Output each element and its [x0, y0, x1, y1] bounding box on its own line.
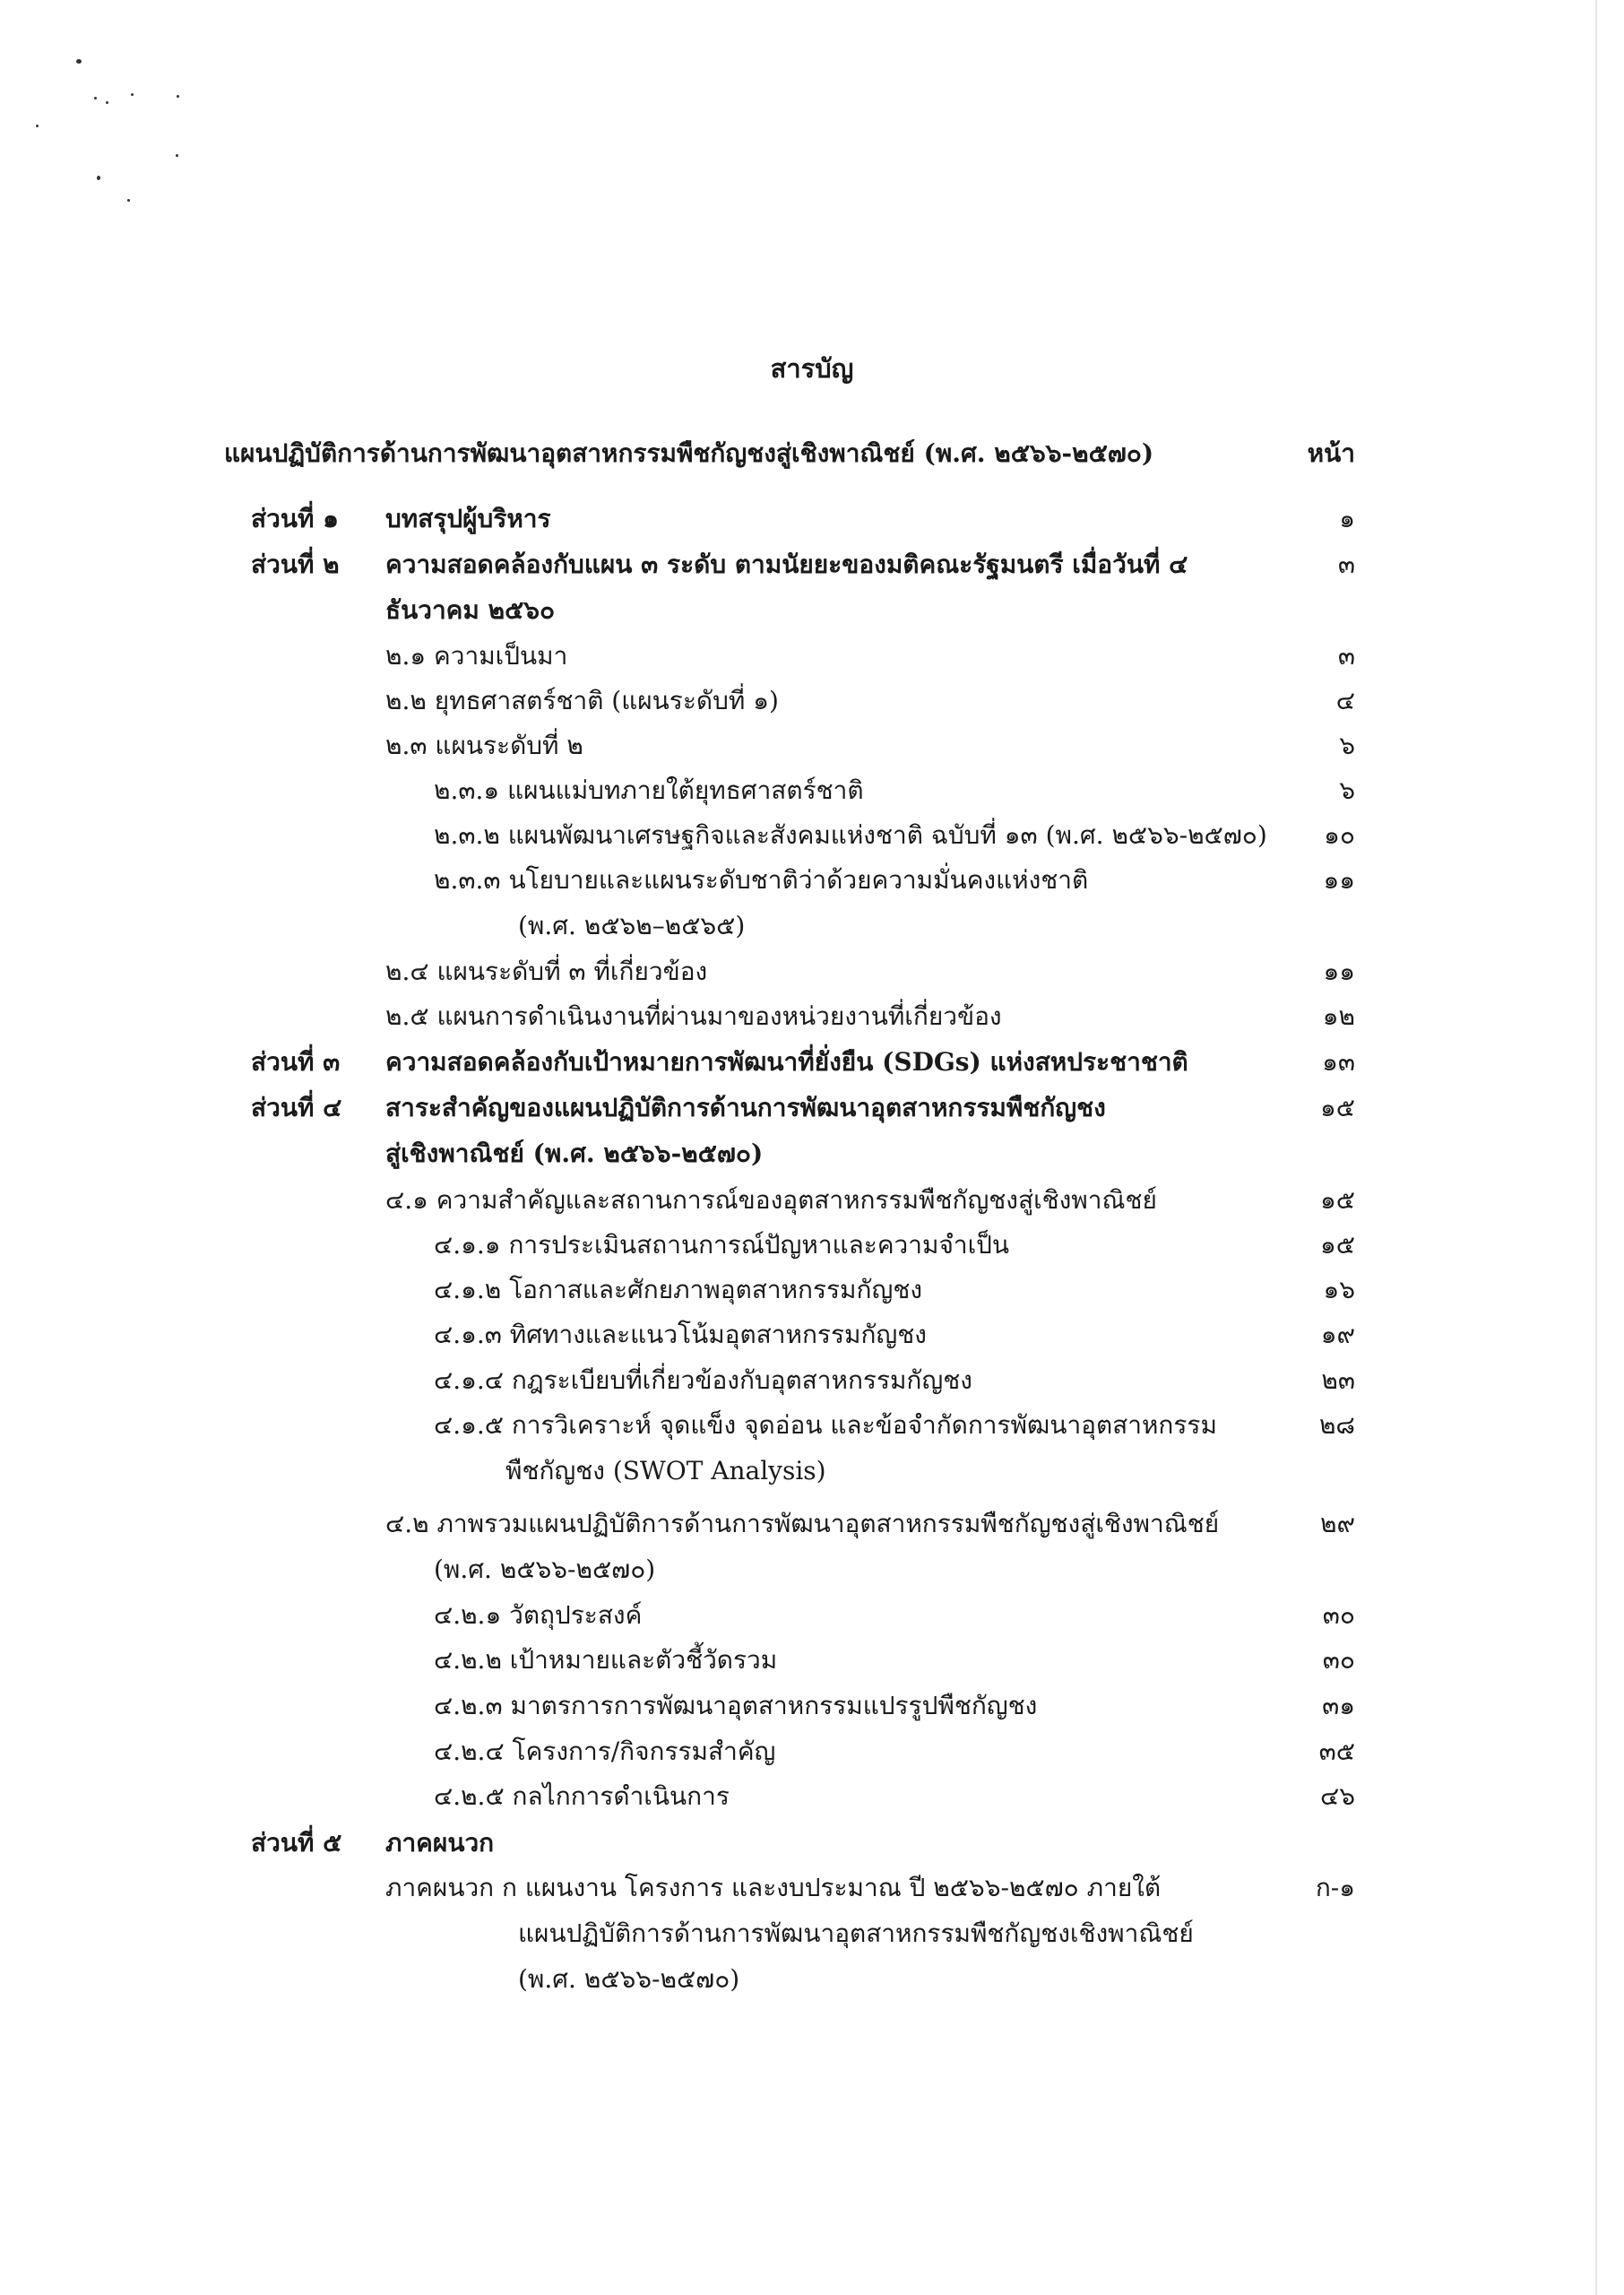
entry-text: ภาคผนวก: [385, 1828, 495, 1858]
entry-text: ๒.๓.๒ แผนพัฒนาเศรษฐกิจและสังคมแห่งชาติ ฉบับที่ ๑๓ (พ.ศ. ๒๕๖๖-๒๕๗๐): [434, 820, 1267, 850]
scan-speck: [94, 97, 97, 100]
toc-row: [0, 767, 1624, 814]
page-number: ๑๕: [1320, 1185, 1355, 1215]
page-number: ๓๐: [1322, 1600, 1355, 1630]
page-number: ๔๖: [1320, 1781, 1355, 1811]
page-number: ๑๐: [1324, 820, 1355, 850]
page-number: ๒๓: [1321, 1365, 1355, 1395]
toc-header: [0, 430, 1624, 477]
entry-text: ๔.๑.๔ กฎระเบียบที่เกี่ยวข้องกับอุตสาหกรรมกัญชง: [434, 1365, 972, 1395]
scan-speck: [131, 93, 134, 96]
scan-speck: [76, 59, 82, 64]
entry-text: ๔.๑.๑ การประเมินสถานการณ์ปัญหาและความจำเป็น: [434, 1230, 1010, 1260]
toc-row: [0, 1546, 1624, 1593]
entry-text: ๔.๑.๕ การวิเคราะห์ จุดแข็ง จุดอ่อน และข้อจำกัดการพัฒนาอุตสาหกรรม: [434, 1410, 1217, 1440]
entry-text: ๔.๑.๒ โอกาสและศักยภาพอุตสาหกรรมกัญชง: [434, 1275, 923, 1304]
toc-row: [0, 678, 1624, 724]
toc-row: [0, 993, 1624, 1040]
entry-text: ๔.๒ ภาพรวมแผนปฏิบัติการด้านการพัฒนาอุตสาหกรรมพืชกัญชงสู่เชิงพาณิชย์: [385, 1509, 1220, 1538]
page-number: ๒๘: [1318, 1410, 1355, 1440]
page-title: สารบัญ: [770, 353, 854, 384]
scan-speck: [127, 199, 130, 202]
toc-row: [0, 1267, 1624, 1313]
toc-row: [0, 1402, 1624, 1449]
page-number: ๑๑: [1323, 865, 1355, 895]
scan-speck: [36, 125, 39, 127]
entry-text: สาระสำคัญของแผนปฏิบัติการด้านการพัฒนาอุตสาหกรรมพืชกัญชง: [385, 1093, 1106, 1122]
entry-text: ความสอดคล้องกับเป้าหมายการพัฒนาที่ยั่งยืน (SDGs) แห่งสหประชาชาติ: [385, 1047, 1188, 1077]
scan-speck: [177, 95, 179, 98]
entry-text: บทสรุปผู้บริหาร: [385, 504, 551, 533]
toc-row: [0, 1085, 1624, 1131]
entry-text: พืชกัญชง (SWOT Analysis): [505, 1456, 826, 1485]
entry-text: ธันวาคม ๒๕๖๐: [385, 595, 556, 625]
entry-text: ๒.๓.๓ นโยบายและแผนระดับชาติว่าด้วยความมั่นคงแห่งชาติ: [434, 865, 1089, 895]
page-number: ๒๙: [1320, 1509, 1355, 1538]
page-number: ก-๑: [1315, 1873, 1355, 1902]
scan-speck: [97, 176, 100, 180]
entry-text: ๔.๒.๓ มาตรการการพัฒนาอุตสาหกรรมแปรรูปพืชกัญชง: [434, 1691, 1038, 1720]
toc-row: [0, 541, 1624, 588]
entry-text: ๔.๒.๔ โครงการ/กิจกรรมสำคัญ: [434, 1736, 776, 1766]
page-number: ๑๒: [1322, 1001, 1355, 1031]
toc-row: [0, 1039, 1624, 1086]
entry-text: ๒.๒ ยุทธศาสตร์ชาติ (แผนระดับที่ ๑): [385, 686, 779, 715]
section-label: ส่วนที่ ๑: [251, 504, 339, 533]
entry-text: ๒.๓ แผนระดับที่ ๒: [385, 731, 583, 760]
entry-text: ภาคผนวก ก แผนงาน โครงการ และงบประมาณ ปี ๒๕๖๖-๒๕๗๐ ภายใต้: [385, 1873, 1162, 1902]
toc-row: [0, 1820, 1624, 1866]
toc-row: [0, 1865, 1624, 1911]
toc-row: [0, 1637, 1624, 1684]
page-number: ๑๕: [1320, 1093, 1355, 1122]
entry-text: ๒.๑ ความเป็นมา: [385, 641, 568, 671]
page-number: ๑๓: [1322, 1047, 1355, 1077]
page-number: ๓๐: [1322, 1645, 1355, 1675]
entry-text: ความสอดคล้องกับแผน ๓ ระดับ ตามนัยยะของมติคณะรัฐมนตรี เมื่อวันที่ ๔: [385, 550, 1188, 579]
entry-text: ๒.๓.๑ แผนแม่บทภายใต้ยุทธศาสตร์ชาติ: [434, 775, 864, 805]
section-label: ส่วนที่ ๒: [251, 550, 340, 579]
toc-row: [0, 496, 1624, 542]
section-label: ส่วนที่ ๓: [251, 1047, 341, 1077]
toc-row: [0, 633, 1624, 680]
toc-row: [0, 948, 1624, 995]
page-number: ๑๕: [1320, 1230, 1355, 1260]
toc-row: [0, 857, 1624, 904]
toc-row: [0, 1130, 1624, 1177]
toc-row: [0, 1773, 1624, 1820]
toc-row: [0, 723, 1624, 769]
toc-row: [0, 1956, 1624, 2003]
page-number: ๔: [1335, 686, 1355, 715]
page-number: ๖: [1339, 731, 1355, 760]
toc-row: [0, 1728, 1624, 1775]
entry-text: ๔.๑ ความสำคัญและสถานการณ์ของอุตสาหกรรมพืชกัญชงสู่เชิงพาณิชย์: [385, 1185, 1157, 1215]
entry-text: ๔.๒.๑ วัตถุประสงค์: [434, 1600, 643, 1630]
page-number: ๓: [1337, 550, 1355, 579]
toc-row: [0, 1448, 1624, 1494]
entry-text: แผนปฏิบัติการด้านการพัฒนาอุตสาหกรรมพืชกัญชงเชิงพาณิชย์: [518, 1918, 1194, 1948]
scan-speck: [106, 101, 108, 104]
entry-text: ๔.๒.๕ กลไกการดำเนินการ: [434, 1781, 730, 1811]
toc-row: [0, 1592, 1624, 1639]
page-column-label: หน้า: [1307, 438, 1355, 468]
page-number: ๑๙: [1320, 1320, 1355, 1349]
toc-row: [0, 1910, 1624, 1957]
entry-text: สู่เชิงพาณิชย์ (พ.ศ. ๒๕๖๖-๒๕๗๐): [385, 1139, 764, 1168]
section-label: ส่วนที่ ๕: [251, 1828, 342, 1858]
entry-text: (พ.ศ. ๒๕๖๒–๒๕๖๕): [518, 911, 746, 940]
toc-header-text: แผนปฏิบัติการด้านการพัฒนาอุตสาหกรรมพืชกัญชงสู่เชิงพาณิชย์ (พ.ศ. ๒๕๖๖-๒๕๗๐): [224, 438, 1154, 468]
toc-row: [0, 903, 1624, 949]
entry-text: ๒.๔ แผนระดับที่ ๓ ที่เกี่ยวข้อง: [385, 957, 708, 986]
entry-text: (พ.ศ. ๒๕๖๖-๒๕๗๐): [518, 1964, 740, 1994]
page-number: ๓๑: [1322, 1691, 1355, 1720]
toc-row: [0, 1683, 1624, 1729]
section-label: ส่วนที่ ๔: [251, 1093, 342, 1122]
page-number: ๓: [1337, 641, 1355, 671]
page-number: ๑๖: [1323, 1275, 1355, 1304]
toc-row: [0, 1501, 1624, 1547]
scan-speck: [176, 154, 178, 157]
page-number: ๖: [1339, 775, 1355, 805]
entry-text: ๒.๕ แผนการดำเนินงานที่ผ่านมาของหน่วยงานที่เกี่ยวข้อง: [385, 1001, 1002, 1031]
toc-row: [0, 1222, 1624, 1269]
toc-row: [0, 1177, 1624, 1224]
page-number: ๑๑: [1323, 957, 1355, 986]
toc-row: [0, 587, 1624, 634]
entry-text: ๔.๒.๒ เป้าหมายและตัวชี้วัดรวม: [434, 1645, 778, 1675]
entry-text: (พ.ศ. ๒๕๖๖-๒๕๗๐): [434, 1555, 656, 1584]
page-number: ๓๕: [1318, 1736, 1355, 1766]
entry-text: ๔.๑.๓ ทิศทางและแนวโน้มอุตสาหกรรมกัญชง: [434, 1320, 927, 1349]
page-number: ๑: [1339, 504, 1355, 533]
toc-row: [0, 1312, 1624, 1358]
toc-row: [0, 812, 1624, 859]
toc-row: [0, 1357, 1624, 1404]
